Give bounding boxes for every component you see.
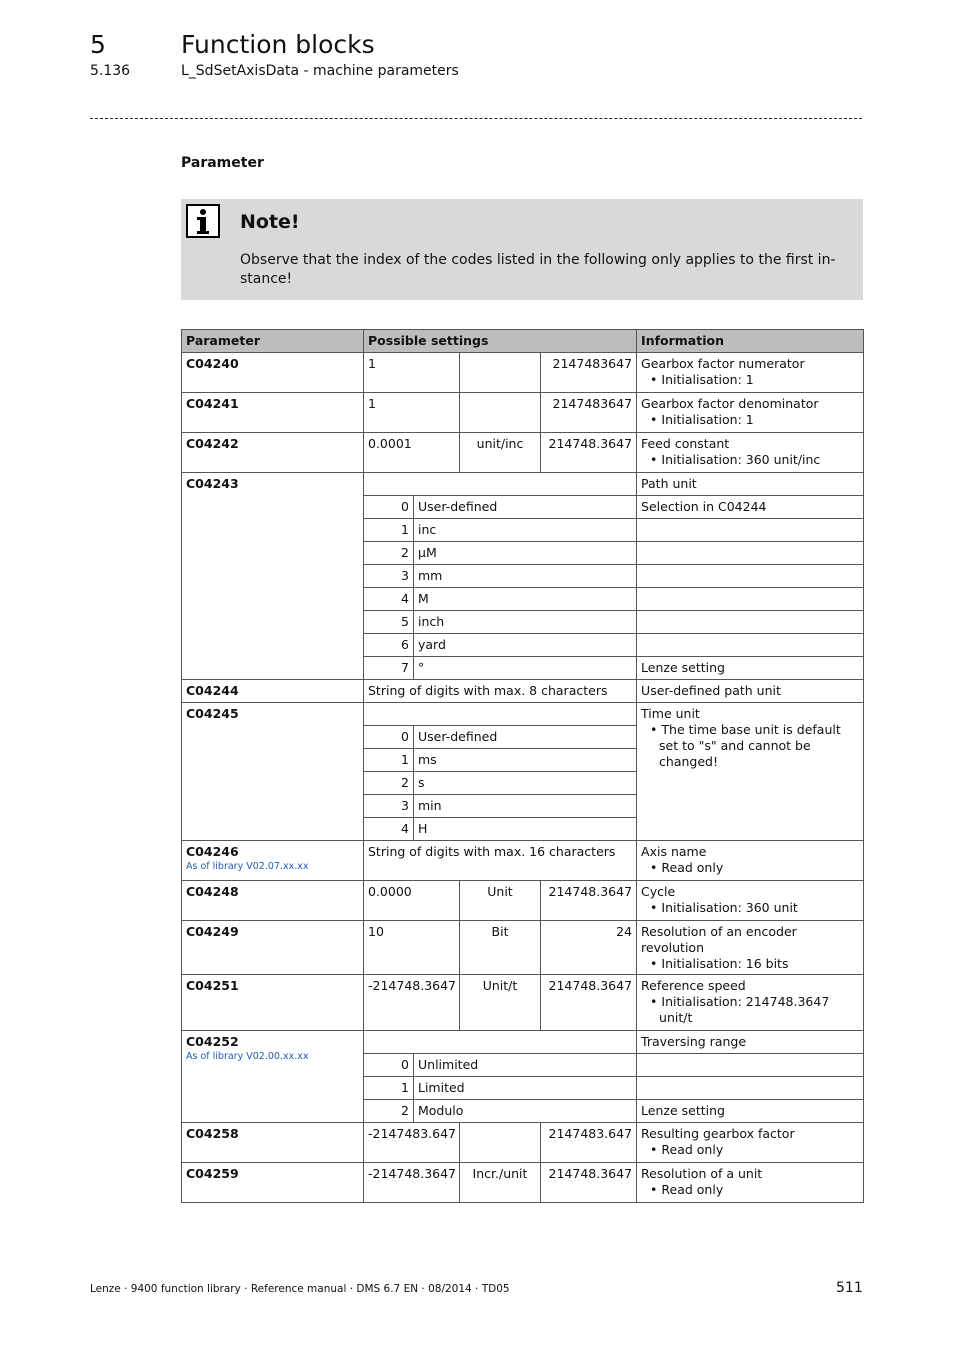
info-bullet: • Read only bbox=[650, 1182, 724, 1197]
option-info bbox=[637, 1077, 864, 1100]
option-info: Selection in C04244 bbox=[637, 496, 864, 519]
note-text: Observe that the index of the codes listed in the following only applies to the first in-stance! bbox=[240, 252, 836, 287]
param-code: C04258 bbox=[182, 1123, 364, 1163]
parameter-table bbox=[181, 329, 864, 1203]
setting-max: 2147483647 bbox=[541, 393, 637, 433]
option-value: 7 bbox=[364, 657, 414, 680]
option-label: H bbox=[414, 818, 637, 841]
table-row bbox=[182, 1123, 864, 1163]
table-row bbox=[182, 393, 864, 433]
info-cell bbox=[637, 393, 864, 433]
option-label: User-defined bbox=[414, 496, 637, 519]
setting-blank bbox=[364, 1031, 637, 1054]
option-info bbox=[637, 1054, 864, 1077]
param-code: C04241 bbox=[182, 393, 364, 433]
param-code-cell bbox=[182, 1031, 364, 1123]
option-value: 4 bbox=[364, 588, 414, 611]
table-row bbox=[182, 841, 864, 881]
setting-text: String of digits with max. 8 characters bbox=[364, 680, 637, 703]
table-row bbox=[182, 433, 864, 473]
info-text: Cycle bbox=[641, 884, 676, 899]
table-header-row bbox=[182, 330, 864, 353]
setting-unit bbox=[460, 353, 541, 393]
option-label: ° bbox=[414, 657, 637, 680]
setting-blank bbox=[364, 703, 637, 726]
info-cell bbox=[637, 1123, 864, 1163]
info-cell bbox=[637, 881, 864, 921]
info-bullet: • Initialisation: 360 unit/inc bbox=[650, 452, 821, 467]
header-divider bbox=[90, 118, 862, 119]
info-cell bbox=[637, 975, 864, 1031]
setting-min: 1 bbox=[364, 353, 460, 393]
option-value: 3 bbox=[364, 795, 414, 818]
setting-unit: Bit bbox=[460, 921, 541, 975]
table-row bbox=[182, 921, 864, 975]
table-row bbox=[182, 473, 864, 496]
table-row bbox=[182, 353, 864, 393]
section-title: L_SdSetAxisData - machine parameters bbox=[181, 63, 459, 79]
param-code: C04259 bbox=[182, 1163, 364, 1203]
info-text: Reference speed bbox=[641, 978, 746, 993]
info-cell bbox=[637, 353, 864, 393]
param-code: C04242 bbox=[182, 433, 364, 473]
info-cell bbox=[637, 433, 864, 473]
option-label: M bbox=[414, 588, 637, 611]
setting-max: 24 bbox=[541, 921, 637, 975]
setting-unit: Unit bbox=[460, 881, 541, 921]
setting-unit: unit/inc bbox=[460, 433, 541, 473]
setting-blank bbox=[364, 473, 637, 496]
setting-max: 214748.3647 bbox=[541, 433, 637, 473]
info-text: Gearbox factor denominator bbox=[641, 396, 819, 411]
option-value: 0 bbox=[364, 496, 414, 519]
param-code: C04240 bbox=[182, 353, 364, 393]
option-label: mm bbox=[414, 565, 637, 588]
option-label: Modulo bbox=[414, 1100, 637, 1123]
option-value: 5 bbox=[364, 611, 414, 634]
option-label: min bbox=[414, 795, 637, 818]
option-info: Lenze setting bbox=[637, 657, 864, 680]
option-label: User-defined bbox=[414, 726, 637, 749]
param-code-cell bbox=[182, 841, 364, 881]
info-bullet: • Initialisation: 16 bits bbox=[650, 956, 789, 971]
section-number: 5.136 bbox=[90, 63, 131, 79]
option-value: 4 bbox=[364, 818, 414, 841]
param-code: C04249 bbox=[182, 921, 364, 975]
setting-max: 2147483.647 bbox=[541, 1123, 637, 1163]
setting-max: 2147483647 bbox=[541, 353, 637, 393]
option-label: yard bbox=[414, 634, 637, 657]
parameter-heading: Parameter bbox=[181, 155, 264, 171]
option-value: 1 bbox=[364, 749, 414, 772]
setting-min: -214748.3647 bbox=[364, 1163, 460, 1203]
table-row bbox=[182, 975, 864, 1031]
option-value: 0 bbox=[364, 1054, 414, 1077]
option-label: s bbox=[414, 772, 637, 795]
option-value: 1 bbox=[364, 519, 414, 542]
option-info bbox=[637, 542, 864, 565]
option-value: 0 bbox=[364, 726, 414, 749]
option-label: Limited bbox=[414, 1077, 637, 1100]
info-icon bbox=[186, 204, 220, 238]
note-box bbox=[181, 199, 863, 300]
option-value: 6 bbox=[364, 634, 414, 657]
param-code: C04246 bbox=[186, 844, 239, 859]
info-bullet: • Read only bbox=[650, 860, 724, 875]
footer-text: Lenze · 9400 function library · Reference manual · DMS 6.7 EN · 08/2014 · TD05 bbox=[90, 1283, 510, 1295]
table-row bbox=[182, 1031, 864, 1054]
option-value: 3 bbox=[364, 565, 414, 588]
option-info bbox=[637, 611, 864, 634]
note-title: Note! bbox=[240, 211, 300, 233]
option-label: µM bbox=[414, 542, 637, 565]
setting-unit bbox=[460, 393, 541, 433]
info-text: Path unit bbox=[637, 473, 864, 496]
setting-max: 214748.3647 bbox=[541, 975, 637, 1031]
option-label: inch bbox=[414, 611, 637, 634]
info-cell bbox=[637, 921, 864, 975]
setting-max: 214748.3647 bbox=[541, 881, 637, 921]
info-bullet: • Initialisation: 1 bbox=[650, 412, 754, 427]
info-bullet: • Initialisation: 214748.3647 unit/t bbox=[650, 994, 830, 1025]
setting-min: 1 bbox=[364, 393, 460, 433]
info-cell bbox=[637, 841, 864, 881]
option-info bbox=[637, 565, 864, 588]
option-label: Unlimited bbox=[414, 1054, 637, 1077]
option-value: 2 bbox=[364, 772, 414, 795]
param-code: C04244 bbox=[182, 680, 364, 703]
library-version-note: As of library V02.07.xx.xx bbox=[186, 861, 309, 872]
setting-min: -214748.3647 bbox=[364, 975, 460, 1031]
info-text: Time unit bbox=[641, 706, 700, 721]
info-cell bbox=[637, 703, 864, 841]
option-label: inc bbox=[414, 519, 637, 542]
param-code: C04243 bbox=[182, 473, 364, 680]
info-text: Axis name bbox=[641, 844, 707, 859]
setting-min: 10 bbox=[364, 921, 460, 975]
option-info: Lenze setting bbox=[637, 1100, 864, 1123]
info-bullet: • Initialisation: 360 unit bbox=[650, 900, 798, 915]
info-cell bbox=[637, 1163, 864, 1203]
setting-text: String of digits with max. 16 characters bbox=[364, 841, 637, 881]
option-value: 1 bbox=[364, 1077, 414, 1100]
info-text: Traversing range bbox=[637, 1031, 864, 1054]
param-code: C04252 bbox=[186, 1034, 239, 1049]
setting-unit: Unit/t bbox=[460, 975, 541, 1031]
info-text: Resulting gearbox factor bbox=[641, 1126, 795, 1141]
col-header-parameter: Parameter bbox=[182, 330, 364, 353]
option-info bbox=[637, 519, 864, 542]
setting-min: 0.0000 bbox=[364, 881, 460, 921]
param-code: C04248 bbox=[182, 881, 364, 921]
page-number: 511 bbox=[836, 1280, 863, 1296]
info-text: Resolution of an encoder revolution bbox=[641, 924, 797, 955]
option-info bbox=[637, 634, 864, 657]
setting-min: -2147483.647 bbox=[364, 1123, 460, 1163]
table-row bbox=[182, 881, 864, 921]
option-label: ms bbox=[414, 749, 637, 772]
setting-unit: Incr./unit bbox=[460, 1163, 541, 1203]
col-header-settings: Possible settings bbox=[364, 330, 637, 353]
option-value: 2 bbox=[364, 542, 414, 565]
info-bullet: • Read only bbox=[650, 1142, 724, 1157]
info-text: Feed constant bbox=[641, 436, 730, 451]
param-code: C04245 bbox=[182, 703, 364, 841]
library-version-note: As of library V02.00.xx.xx bbox=[186, 1051, 309, 1062]
table-row bbox=[182, 680, 864, 703]
info-bullet: • Initialisation: 1 bbox=[650, 372, 754, 387]
info-text: User-defined path unit bbox=[637, 680, 864, 703]
chapter-number: 5 bbox=[90, 30, 106, 59]
info-text: Resolution of a unit bbox=[641, 1166, 763, 1181]
setting-min: 0.0001 bbox=[364, 433, 460, 473]
setting-unit bbox=[460, 1123, 541, 1163]
option-value: 2 bbox=[364, 1100, 414, 1123]
info-text: Gearbox factor numerator bbox=[641, 356, 805, 371]
chapter-title: Function blocks bbox=[181, 30, 375, 59]
col-header-information: Information bbox=[637, 330, 864, 353]
option-info bbox=[637, 588, 864, 611]
info-bullet: • The time base unit is default set to "s" and cannot be changed! bbox=[650, 722, 841, 769]
param-code: C04251 bbox=[182, 975, 364, 1031]
table-row bbox=[182, 1163, 864, 1203]
setting-max: 214748.3647 bbox=[541, 1163, 637, 1203]
table-row bbox=[182, 703, 864, 726]
